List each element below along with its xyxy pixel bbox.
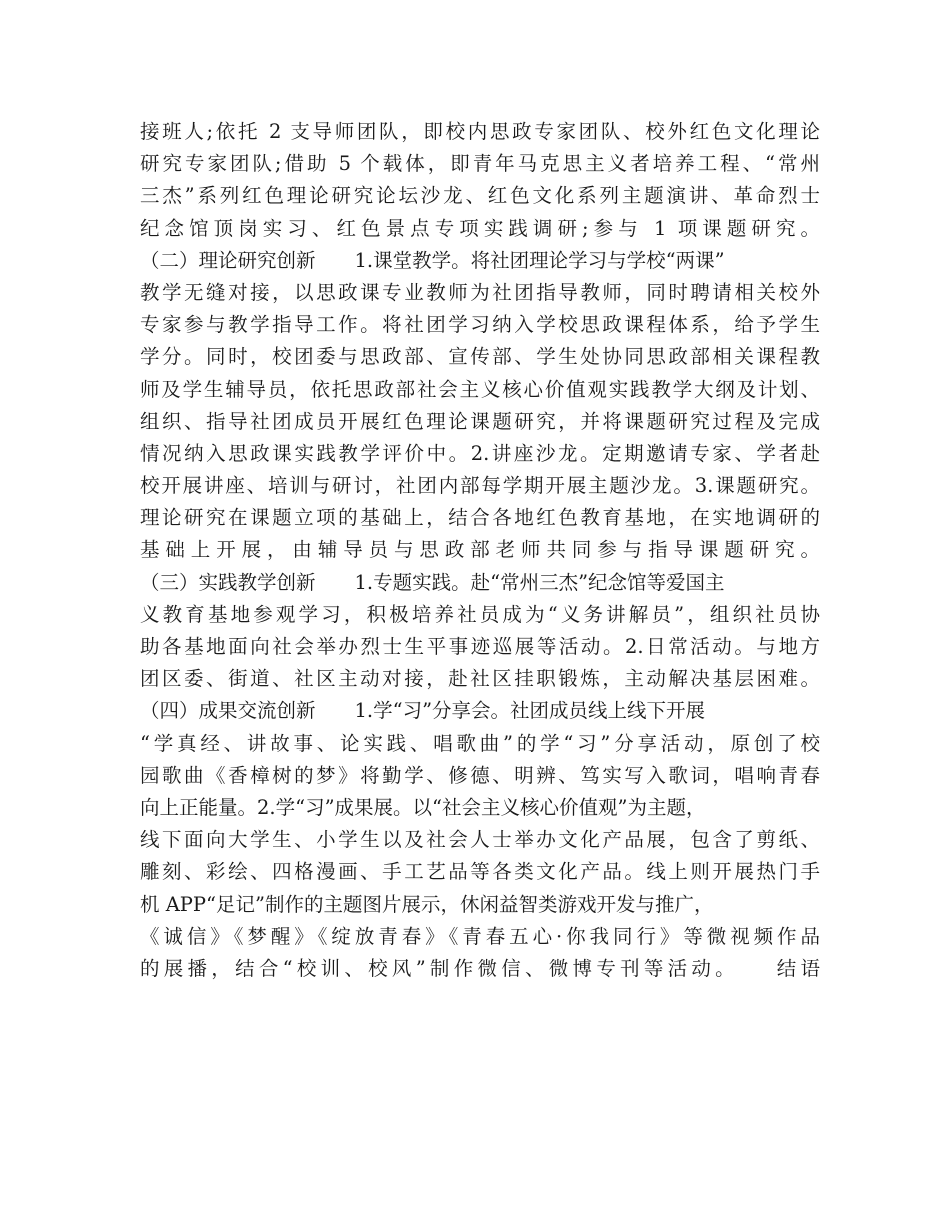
text-line: 线下面向大学生、小学生以及社会人士举办文化产品展，包含了剪纸、: [140, 828, 820, 852]
text-line: 基础上开展，由辅导员与思政部老师共同参与指导课题研究。: [140, 538, 820, 562]
text-line: 团区委、街道、社区主动对接，赴社区挂职锻炼，主动解决基层困难。: [140, 667, 820, 691]
text-line: 校开展讲座、培训与研讨，社团内部每学期开展主题沙龙。3.课题研究。: [140, 474, 820, 498]
text-line: 接班人;依托 2 支导师团队，即校内思政专家团队、校外红色文化理论: [140, 120, 820, 143]
text-line: 的展播，结合“校训、校风”制作微信、微博专刊等活动。 结语: [140, 956, 820, 980]
text-line: 三杰”系列红色理论研究论坛沙龙、红色文化系列主题演讲、革命烈士: [140, 184, 820, 208]
text-line: “学真经、讲故事、论实践、唱歌曲”的学“习”分享活动，原创了校: [140, 731, 820, 755]
text-line: 师及学生辅导员，依托思政部社会主义核心价值观实践教学大纲及计划、: [140, 377, 820, 401]
text-line: 组织、指导社团成员开展红色理论课题研究，并将课题研究过程及完成: [140, 409, 820, 433]
text-line: 专家参与教学指导工作。将社团学习纳入学校思政课程体系，给予学生: [140, 313, 820, 337]
body-text: [140, 116, 820, 985]
section-heading-line: （三）实践教学创新 1.专题实践。赴“常州三杰”纪念馆等爱国主: [140, 570, 725, 594]
text-line: 理论研究在课题立项的基础上，结合各地红色教育基地，在实地调研的: [140, 506, 820, 530]
text-line: 情况纳入思政课实践教学评价中。2.讲座沙龙。定期邀请专家、学者赴: [140, 441, 820, 465]
text-line: 园歌曲《香樟树的梦》将勤学、修德、明辨、笃实写入歌词，唱响青春: [140, 763, 820, 787]
text-line: 助各基地面向社会举办烈士生平事迹巡展等活动。2.日常活动。与地方: [140, 635, 820, 658]
text-line: 义教育基地参观学习，积极培养社员成为“义务讲解员”，组织社员协: [140, 602, 820, 626]
text-line: 向上正能量。2.学“习”成果展。以“社会主义核心价值观”为主题，: [140, 795, 706, 819]
text-line: 学分。同时，校团委与思政部、宣传部、学生处协同思政部相关课程教: [140, 345, 820, 369]
text-line: 雕刻、彩绘、四格漫画、手工艺品等各类文化产品。线上则开展热门手: [140, 860, 820, 884]
text-line: 研究专家团队;借助 5 个载体，即青年马克思主义者培养工程、“常州: [140, 152, 820, 176]
text-line: 教学无缝对接，以思政课专业教师为社团指导教师，同时聘请相关校外: [140, 280, 820, 304]
text-line: 《诚信》《梦醒》《绽放青春》《青春五心·你我同行》等微视频作品: [140, 924, 820, 948]
section-heading-line: （二）理论研究创新 1.课堂教学。将社团理论学习与学校“两课”: [140, 248, 725, 272]
text-line: 机 APP“足记”制作的主题图片展示，休闲益智类游戏开发与推广，: [140, 892, 714, 916]
section-heading-line: （四）成果交流创新 1.学“习”分享会。社团成员线上线下开展: [140, 699, 706, 723]
text-line: 纪念馆顶岗实习、红色景点专项实践调研;参与 1 项课题研究。: [140, 216, 820, 240]
